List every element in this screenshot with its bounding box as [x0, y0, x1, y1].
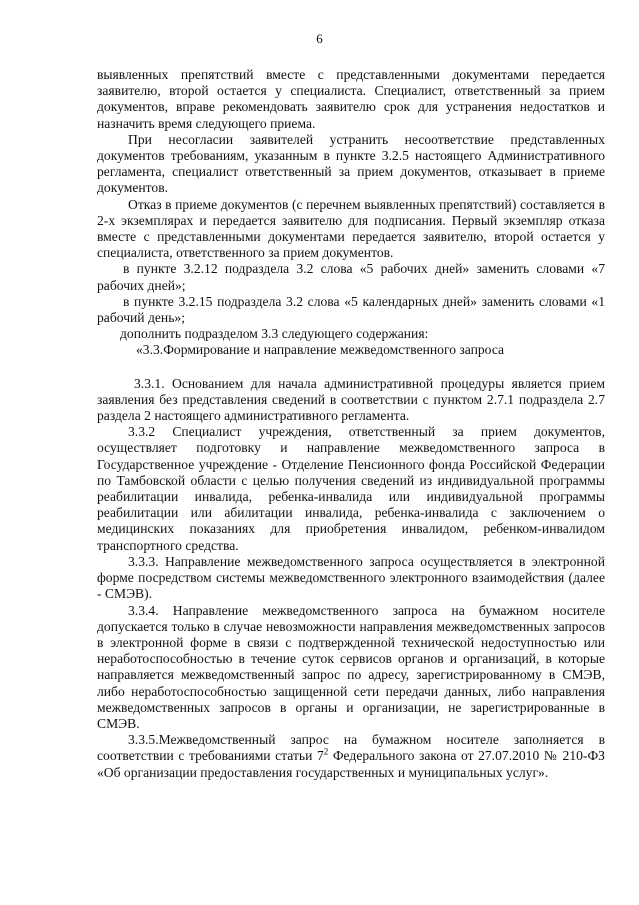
paragraph-1: выявленных препятствий вместе с представленными документами передается заявителю, второй остается у специалиста. Специалист, ответственный за прием документов, вправе рекомендовать заявителю срок для устранения недостатков и назначить время следующего приема. — [97, 67, 605, 131]
clause-3-3-1: 3.3.1. Основанием для начала административной процедуры является прием заявления без представления сведений в соответствии с пунктом 2.7.1 подраздела 2.7 раздела 2 настоящего административного регламента. — [97, 375, 605, 424]
clause-3-3-3: 3.3.3. Направление межведомственного запроса осуществляется в электронной форме посредством системы межведомственного электронного взаимодействия (далее - СМЭВ). — [97, 553, 605, 602]
clause-3-3-5 — [97, 732, 605, 781]
paragraph-gap — [97, 359, 605, 376]
document-body — [97, 67, 605, 781]
paragraph-3: Отказ в приеме документов (с перечнем выявленных препятствий) составляется в 2-х экземплярах и передается заявителю для подписания. Первый экземпляр отказа вместе с представленными документами передается заявителю, второй остается у специалиста, ответственного за прием документов. — [97, 196, 605, 261]
article-superscript: 2 — [323, 746, 329, 757]
clause-3-3-4: 3.3.4. Направление межведомственного запроса на бумажном носителе допускается только в случае невозможности направления межведомственных запросов в электронной форме в связи с подтвержденной технической недоступностью или неработоспособностью в течение суток сервисов органов и организаций, в которые направляется межведомственный запрос по адресу, зарегистрированному в СМЭВ, либо неработоспособностью защищенной сети передачи данных, либо направления межведомственных запросов в органы и организации, не зарегистрированные в СМЭВ. — [97, 602, 605, 731]
amendment-3-2-15: в пункте 3.2.15 подраздела 3.2 слова «5 календарных дней» заменить словами «1 рабочий день»; — [97, 293, 605, 326]
clause-3-3-5-text-a: 3.3.5.Межведомственный запрос на бумажном носителе заполняется в соответствии с требованиями статьи 7 — [97, 732, 605, 764]
clause-3-3-5-text-b: Федерального закона от 27.07.2010 № 210-ФЗ «Об организации предоставления государственных и муниципальных услуг». — [97, 748, 605, 780]
paragraph-2: При несогласии заявителей устранить несоответствие представленных документов требованиям, указанным в пункте 3.2.5 настоящего Административного регламента, специалист ответственный за прием документов, отказывает в приеме документов. — [97, 131, 605, 196]
page-number: 6 — [316, 31, 323, 46]
amendment-add-3-3: дополнить подразделом 3.3 следующего содержания: — [120, 326, 429, 342]
amendment-3-2-12: в пункте 3.2.12 подраздела 3.2 слова «5 рабочих дней» заменить словами «7 рабочих дней»; — [97, 261, 605, 293]
clause-3-3-2: 3.3.2 Специалист учреждения, ответственный за прием документов, осуществляет подготовку и направление межведомственного запроса в Государственное учреждение - Отделение Пенсионного фонда Российской Федерации по Тамбовской области с целью получения сведений из индивидуальной программы реабилитации инвалида, ребенка-инвалида или индивидуальной программы реабилитации или абилитации инвалида, ребенка-инвалида с заключением о медицинских показаниях для приобретения инвалидом, ребенком-инвалидом транспортного средства. — [97, 424, 605, 553]
section-3-3-heading: «3.3.Формирование и направление межведомственного запроса — [136, 342, 505, 358]
